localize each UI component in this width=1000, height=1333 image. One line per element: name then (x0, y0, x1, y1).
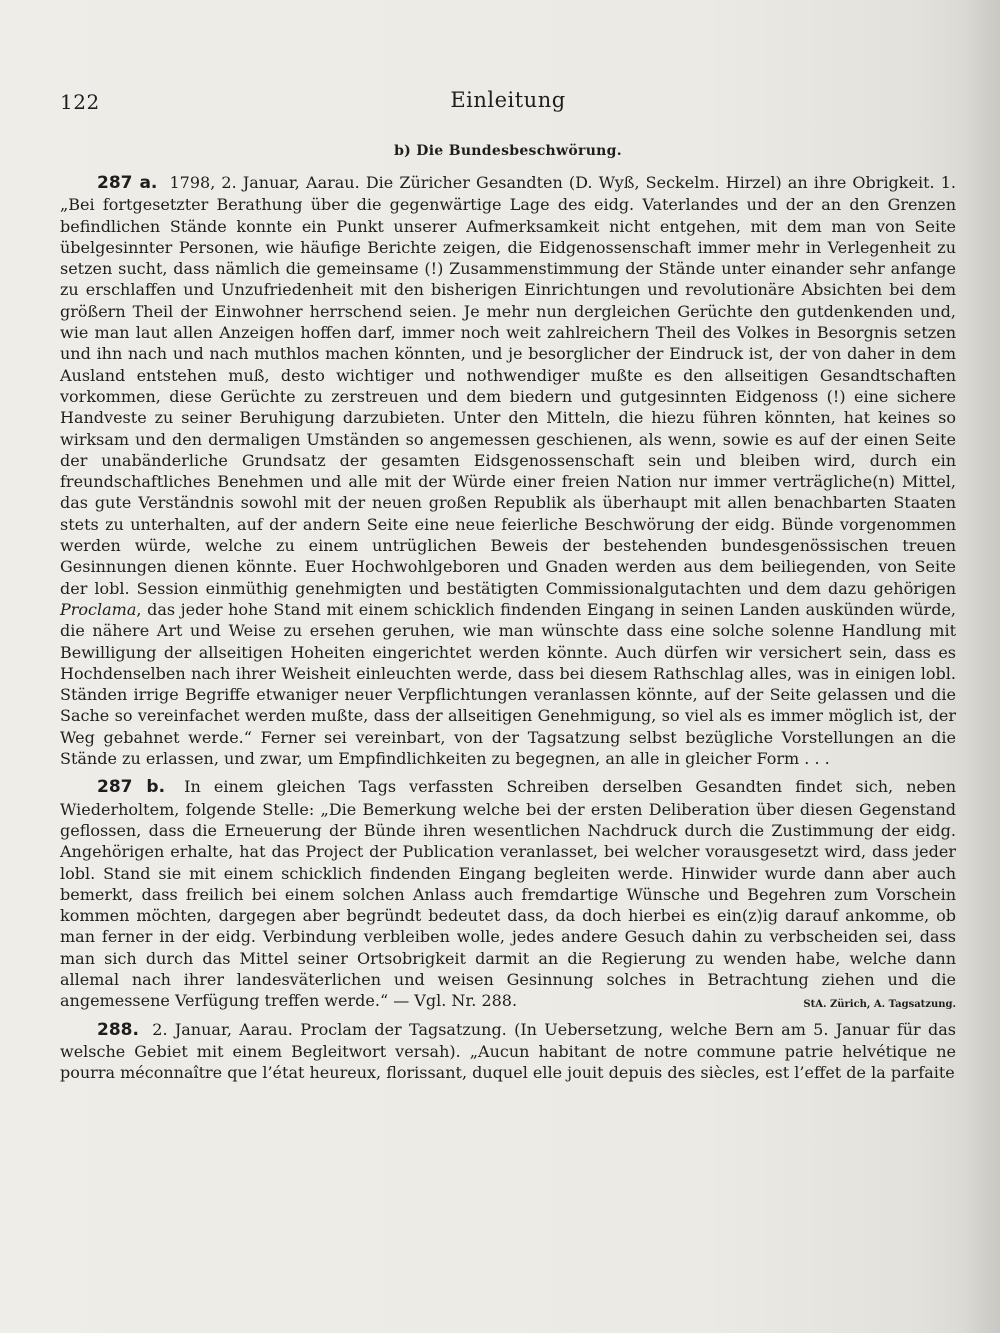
entry-288 (60, 1019, 956, 1084)
entry-text: 1798, 2. Januar, Aarau. Die Züricher Gesandten (D. Wyß, Seckelm. Hirzel) an ihre Obrigkeit. 1. „Bei fortgesetzter Berathung über die gegenwärtige Lage des eidg. Vaterlandes und der an den Grenzen befindlichen Stände konnte ein Punkt unserer Aufmerksamkeit nicht entgehen, mit dem man von Seite übelgesinnter Personen, wie häufige Berichte zeigen, die Eidgenossenschaft immer mehr in Verlegenheit zu setzen sucht, dass nämlich die gemeinsame (!) Zusammenstimmung der Stände unter einander sehr anfange zu erschlaffen und Unzufriedenheit mit den bisherigen Einrichtungen und revolutionäre Absichten bei dem größern Theil der Einwohner herrschend seien. Je mehr nun dergleichen Gerüchte den gutdenkenden und, wie man laut allen Anzeigen hoffen darf, immer noch weit zahlreichern Theil des Volkes in Besorgnis setzen und ihn nach und nach muthlos machen könnten, und je besorglicher der Eindruck ist, der von daher in dem Ausland entstehen muß, desto wichtiger und nothwendiger mußte es den allseitigen Gesandtschaften vorkommen, diese Gerüchte zu zerstreuen und dem biedern und gutgesinnten Eidgenoss (!) eine sichere Handveste zu seiner Beruhigung darzubieten. Unter den Mitteln, die hiezu führen könnten, hat keines so wirksam und den dermaligen Umständen so angemessen geschienen, als wenn, sowie es auf der einen Seite der unabänderliche Grundsatz der gesamten Eidsgenossenschaft sein und bleiben wird, durch ein freundschaftliches Benehmen und alle mit der Würde einer freien Nation nur immer verträgliche(n) Mittel, das gute Verständnis sowohl mit der neuen großen Republik als überhaupt mit allen benachbarten Staaten stets zu unterhalten, auf der andern Seite eine neue feierliche Beschwörung der eidg. Bünde vorgenommen werden würde, welche zu einem untrüglichen Beweis der bestehenden bundesgenössischen treuen Gesinnungen dienen könnte. Euer Hochwohlgeboren und Gnaden werden aus dem beiliegenden, von Seite der lobl. Session einmüthig genehmigten und bestätigten Commissionalgutachten und dem dazu gehörigen (60, 173, 956, 598)
entry-287a (60, 172, 956, 769)
document-body (60, 172, 956, 1083)
entry-number: 287 a. (97, 173, 158, 193)
entry-text-continued: , das jeder hohe Stand mit einem schicklich findenden Eingang in seinen Landen auskünden würde, die nähere Art und Weise zu ersehen geruhen, wie man wünschte dass eine solche solenne Handlung mit Bewilligung der allseitigen Hoheiten eingerichtet werden könnte. Auch dürfen wir versichert sein, dass es Hochdenselben nach ihrer Weisheit einleuchten werde, dass bei diesem Rathschlag alles, was in einigen lobl. Ständen irrige Begriffe etwaniger neuer Verpflichtungen veranlassen könnte, auf der Seite gelassen und die Sache so vereinfachet werden mußte, dass der allseitigen Genehmigung, so viel als es immer möglich ist, der Weg gebahnet werde.“ Ferner sei vereinbart, von der Tagsatzung selbst bezügliche Vorstellungen an die Stände zu erlassen, und zwar, um Empfindlichkeiten zu begegnen, an alle in gleicher Form . . . (60, 599, 956, 769)
entry-text: In einem gleichen Tags verfassten Schreiben derselben Gesandten findet sich, neben Wiederholtem, folgende Stelle: „Die Bemerkung welche bei der ersten Deliberation über diesen Gegenstand geflossen, dass die Erneuerung der Bünde ihren wesentlichen Nachdruck durch die Zustimmung der eidg. Angehörigen erhalte, hat das Project der Publication veranlasset, bei welcher vorausgesetzt wird, dass jeder lobl. Stand sie mit einem schicklich findenden Eingang begleiten werde. Hinwider wurde dann aber auch bemerkt, dass freilich bei einem solchen Anlass auch fremdartige Wünsche und Begehren zum Vorschein kommen möchten, dargegen aber begründt bedeutet dass, da doch hierbei es ein(z)ig darauf ankomme, ob man ferner in der eidg. Verbindung verbleiben wolle, jedes andere Gesuch dahin zu verbscheiden sei, dass man sich durch das Mittel seiner Ortsobrigkeit darmit an die Regierung zu wenden habe, welche dann allemal nach ihrer landesväterlichen und weisen Gesinnung solches in Betrachtung ziehen und die angemessene Verfügung treffen werde.“ — Vgl. Nr. 288. (60, 777, 957, 1011)
page-number: 122 (60, 90, 100, 114)
entry-number: 288. (97, 1019, 139, 1040)
entry-number: 287 b. (97, 777, 166, 798)
entry-italic-term: Proclama (60, 599, 137, 619)
entry-287b (60, 776, 956, 1011)
entry-text: 2. Januar, Aarau. Proclam der Tagsatzung. (In Uebersetzung, welche Bern am 5. Januar für das welsche Gebiet mit einem Begleitwort versah). „Aucun habitant de notre commune patrie helvétique ne pourra méconnaître que l’état heureux, florissant, duquel elle jouit depuis des siècles, est l’effet de la parfaite (60, 1019, 956, 1083)
section-heading: b) Die Bundesbeschwörung. (394, 143, 622, 159)
running-title: Einleitung (450, 88, 566, 112)
source-citation: StA. Zürich, A. Tagsatzung. (803, 999, 956, 1011)
running-head (60, 86, 956, 118)
page-gutter-shadow (960, 0, 1000, 1333)
